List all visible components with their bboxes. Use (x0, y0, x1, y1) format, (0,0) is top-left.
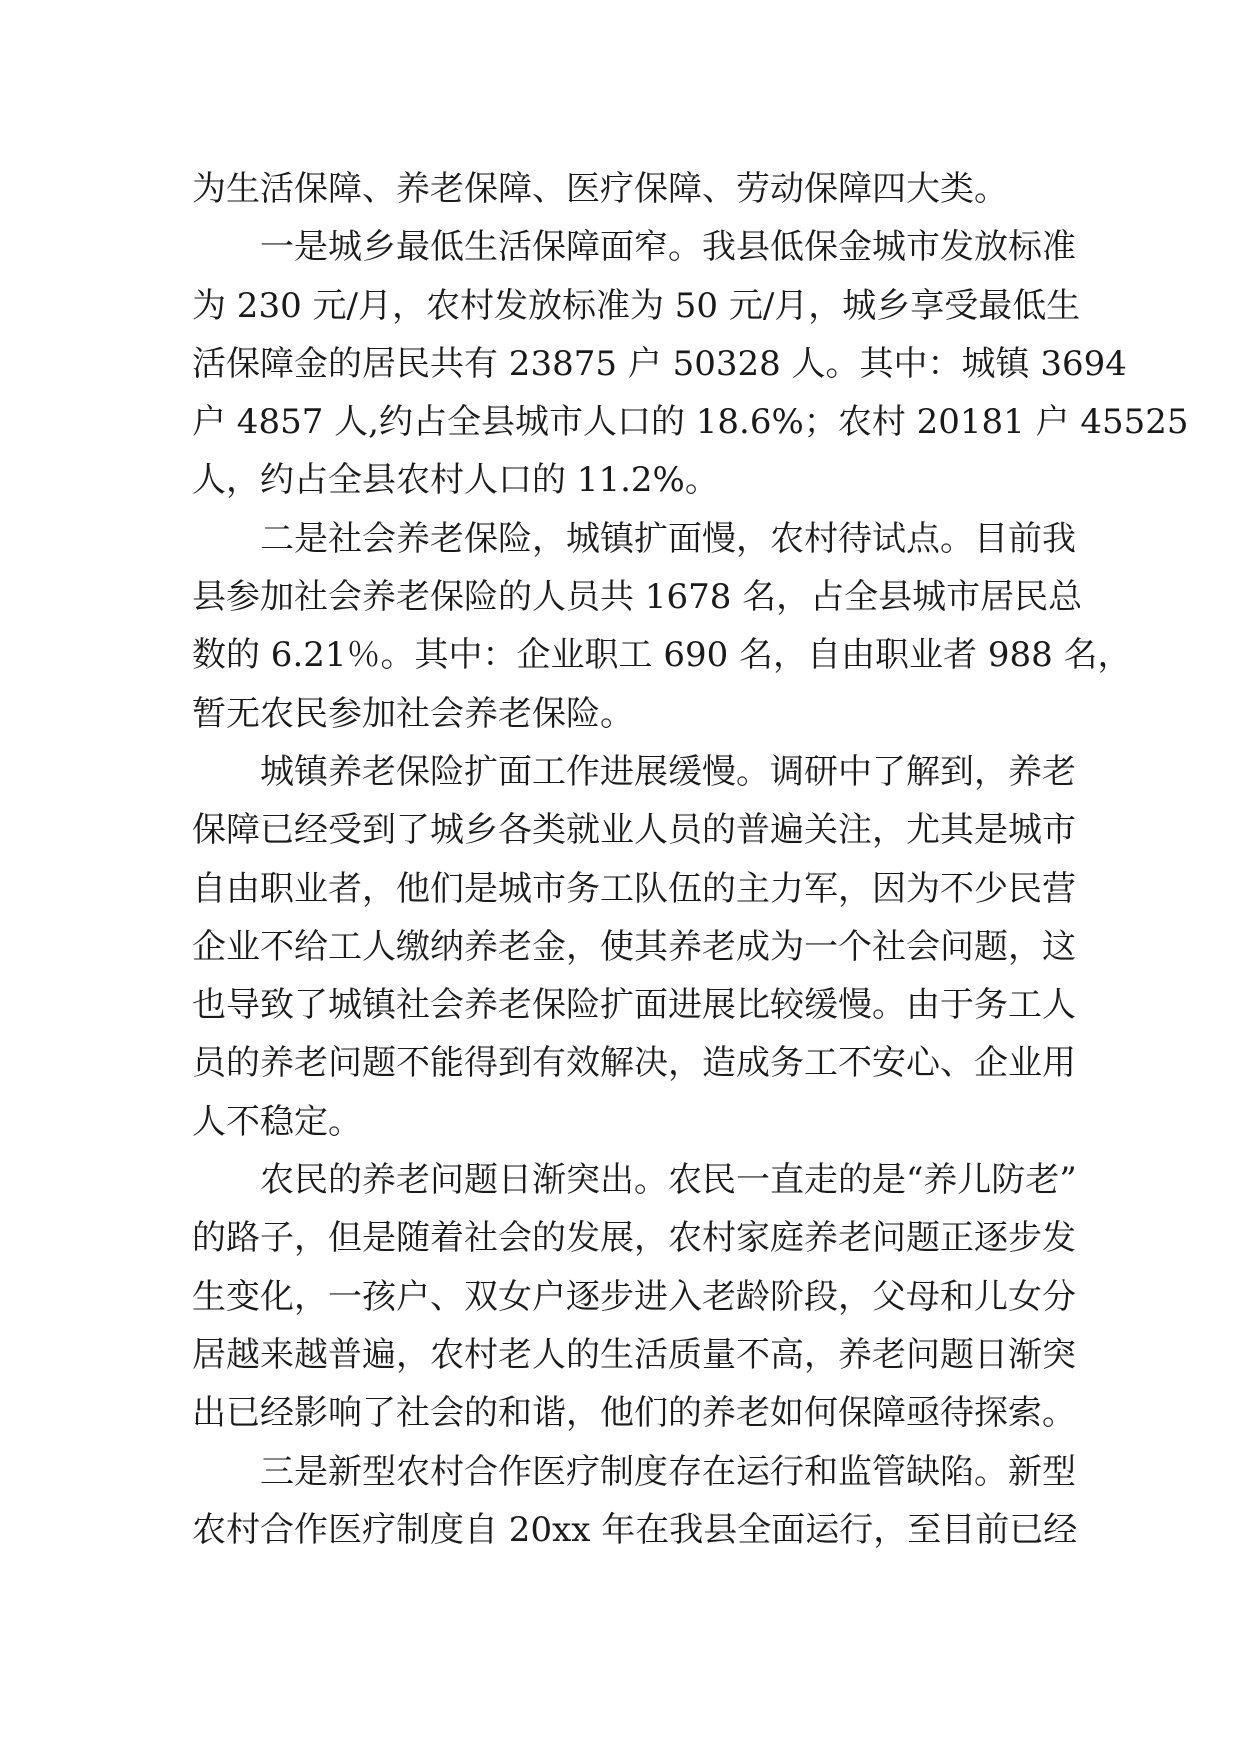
text-line: 为 230 元/月，农村发放标准为 50 元/月，城乡享受最低生 (192, 285, 1081, 326)
text-line: 人不稳定。 (192, 1101, 362, 1142)
text-line: 的路子，但是随着社会的发展，农村家庭养老问题正逐步发 (192, 1218, 1076, 1259)
text-line: 二是社会养老保险，城镇扩面慢，农村待试点。目前我 (260, 518, 1076, 559)
body-text (192, 160, 1189, 1559)
text-line: 为生活保障、养老保障、医疗保障、劳动保障四大类。 (192, 169, 1008, 209)
text-line: 农民的养老问题日渐突出。农民一直走的是“养儿防老” (260, 1160, 1077, 1201)
text-line: 保障已经受到了城乡各类就业人员的普遍关注，尤其是城市 (192, 810, 1076, 851)
text-line: 活保障金的居民共有 23875 户 50328 人。其中：城镇 3694 (192, 343, 1127, 384)
text-line: 数的 6.21％。其中：企业职工 690 名，自由职业者 988 名， (192, 635, 1132, 676)
paragraph (192, 743, 1076, 1151)
paragraph (192, 1443, 1078, 1560)
text-line: 县参加社会养老保险的人员共 1678 名，占全县城市居民总 (192, 577, 1083, 618)
text-line: 自由职业者，他们是城市务工队伍的主力军，因为不少民营 (192, 868, 1076, 909)
text-line: 一是城乡最低生活保障面窄。我县低保金城市发放标准 (260, 227, 1076, 268)
text-line: 城镇养老保险扩面工作进展缓慢。调研中了解到，养老 (260, 751, 1076, 792)
paragraph (192, 160, 1062, 218)
paragraph (192, 510, 1132, 743)
text-line: 三是新型农村合作医疗制度存在运行和监管缺陷。新型 (260, 1451, 1076, 1492)
text-line: 出已经影响了社会的和谐，他们的养老如何保障亟待探索。 (192, 1393, 1076, 1434)
text-line: 户 4857 人,约占全县城市人口的 18.6%；农村 20181 户 45525 (192, 402, 1189, 443)
text-line: 生变化，一孩户、双女户逐步进入老龄阶段，父母和儿女分 (192, 1276, 1076, 1317)
text-line: 农村合作医疗制度自 20xx 年在我县全面运行，至目前已经 (192, 1509, 1078, 1550)
text-line: 人，约占全县农村人口的 11.2%。 (192, 460, 719, 501)
text-line: 也导致了城镇社会养老保险扩面进展比较缓慢。由于务工人 (192, 985, 1076, 1026)
text-line: 员的养老问题不能得到有效解决，造成务工不安心、企业用 (192, 1043, 1076, 1084)
text-line: 企业不给工人缴纳养老金，使其养老成为一个社会问题，这 (192, 926, 1076, 967)
text-line: 暂无农民参加社会养老保险。 (192, 693, 634, 734)
text-line: 居越来越普遍，农村老人的生活质量不高，养老问题日渐突 (192, 1334, 1076, 1375)
paragraph (192, 218, 1189, 509)
paragraph (192, 1151, 1077, 1442)
